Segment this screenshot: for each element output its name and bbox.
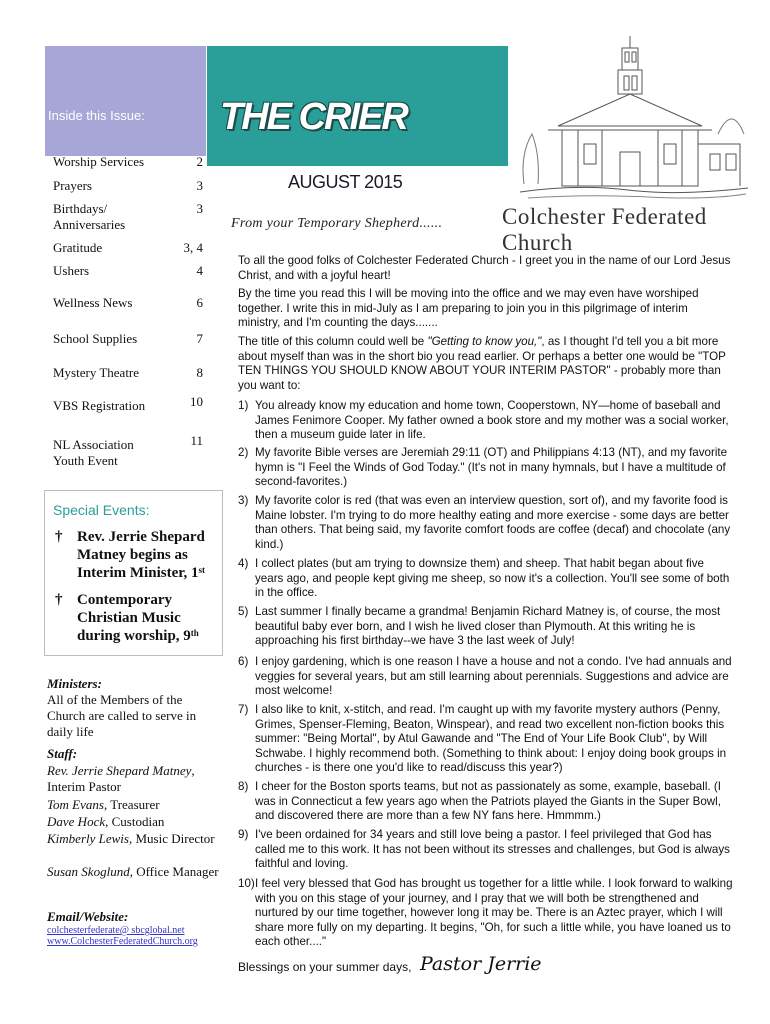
church-name: Colchester Federated Church: [502, 204, 707, 255]
staff-member: Kimberly Lewis, Music Director: [47, 831, 215, 846]
inside-issue-box: [45, 46, 206, 156]
article-heading: From your Temporary Shepherd......: [231, 216, 443, 231]
website-link[interactable]: www.ColchesterFederatedChurch.org: [47, 936, 198, 947]
closing-line: Blessings on your summer days,: [238, 960, 412, 974]
church-sketch-illustration: [518, 34, 750, 209]
staff-member: Rev. Jerrie Shepard Matney, Interim Pastor: [47, 763, 195, 794]
dagger-bullet-icon: †: [55, 529, 63, 545]
ministers-text: All of the Members of the Church are called to serve in daily life: [47, 692, 197, 739]
article-paragraph: By the time you read this I will be moving into the office and we may even have worshiped together. I write this in mid-July as I am preparing to join you in this pilgrimage of interim ministry, and I'm counting the days.......: [238, 287, 699, 329]
article-paragraph: To all the good folks of Colchester Federated Church - I greet you in the name of our Lord Jesus Christ, and with a joyful heart!: [238, 254, 731, 282]
ministers-heading: Ministers:: [47, 676, 102, 691]
email-link[interactable]: colchesterfederate@ sbcglobal.net: [47, 925, 185, 936]
staff-member: Susan Skoglund, Office Manager: [47, 864, 219, 879]
email-website-heading: Email/Website:: [47, 909, 129, 924]
issue-date: AUGUST 2015: [288, 172, 403, 192]
staff-member: Tom Evans, Treasurer: [47, 797, 160, 812]
staff-heading: Staff:: [47, 746, 78, 761]
staff-member: Dave Hock, Custodian: [47, 814, 165, 829]
article-paragraph: The title of this column could well be "Getting to know you,", as I thought I'd tell you a bit more about myself than was in the short bio you read earlier. Or perhaps a better one would be "TOP TEN THINGS YOU SHOULD KNOW ABOUT YOUR INTERIM PASTOR" - probably more than you want to:: [238, 335, 726, 392]
special-events-heading: Special Events:: [53, 502, 150, 518]
pastor-signature: Pastor Jerrie: [420, 953, 542, 975]
inside-issue-label: Inside this Issue:: [48, 108, 145, 123]
newsletter-title: THE CRIER: [220, 96, 407, 138]
dagger-bullet-icon: †: [55, 592, 63, 608]
